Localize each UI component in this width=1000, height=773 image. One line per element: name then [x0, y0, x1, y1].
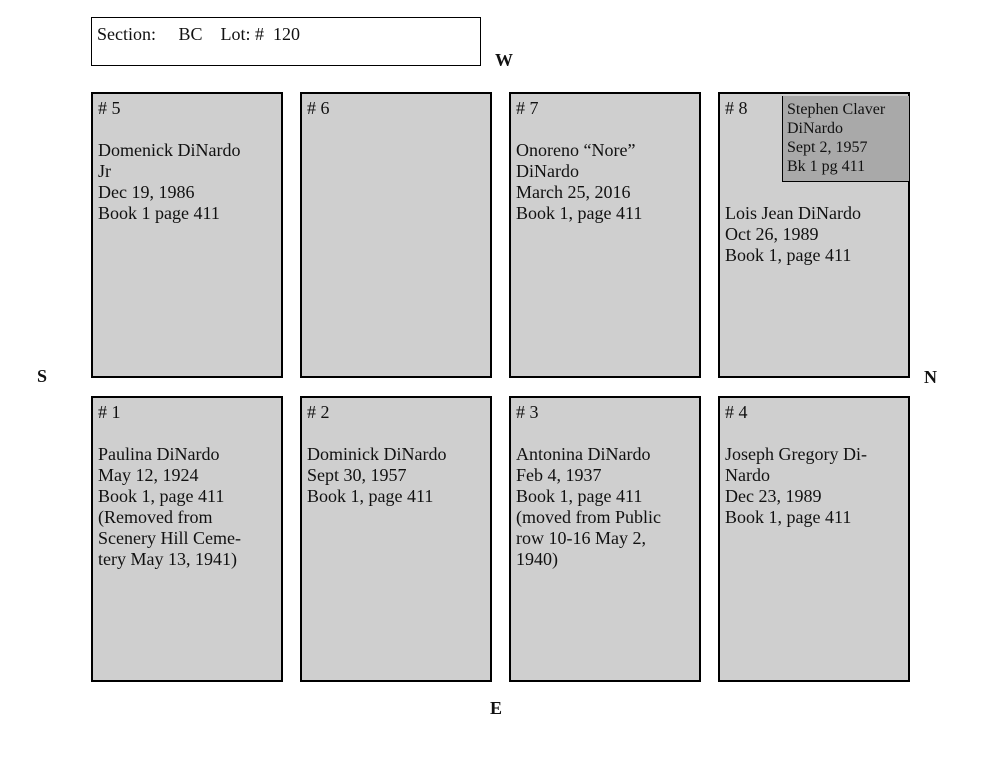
plot-line: Paulina DiNardo: [98, 444, 220, 464]
plot-number: # 6: [307, 98, 330, 118]
plot-line: Book 1, page 411: [725, 507, 852, 527]
inset-line: Stephen Claver: [787, 101, 886, 118]
plot-number: # 7: [516, 98, 539, 118]
plot-line: Scenery Hill Ceme-: [98, 528, 241, 548]
plot-line: May 12, 1924: [98, 465, 199, 485]
plot-1: [91, 396, 283, 682]
plot-number: # 4: [725, 402, 748, 422]
plot-line: (moved from Public: [516, 507, 661, 527]
plot-line: Dominick DiNardo: [307, 444, 447, 464]
compass-east: E: [490, 698, 503, 718]
plot-line: Feb 4, 1937: [516, 465, 602, 485]
plot-line: Oct 26, 1989: [725, 224, 819, 244]
plot-line: Lois Jean DiNardo: [725, 203, 861, 223]
compass-west: W: [495, 50, 513, 70]
plot-5: [91, 92, 283, 378]
plot-number: # 2: [307, 402, 330, 422]
plot-line: March 25, 2016: [516, 182, 631, 202]
plot-line: (Removed from: [98, 507, 213, 527]
plot-line: Onoreno “Nore”: [516, 140, 636, 160]
plot-4: [718, 396, 910, 682]
plot-line: Book 1, page 411: [307, 486, 434, 506]
plot-line: Joseph Gregory Di-: [725, 444, 867, 464]
inset-line: Bk 1 pg 411: [787, 158, 866, 175]
lot-value: 120: [273, 24, 301, 44]
plot-line: Antonina DiNardo: [516, 444, 651, 464]
plot-line: Book 1 page 411: [98, 203, 220, 223]
plot-line: Domenick DiNardo: [98, 140, 241, 160]
plot-line: 1940): [516, 549, 558, 569]
lot-label: Lot: #: [220, 24, 265, 44]
plot-line: Book 1, page 411: [516, 486, 643, 506]
plot-line: row 10-16 May 2,: [516, 528, 646, 548]
plot-8-inset: [782, 96, 909, 182]
plot-2: [300, 396, 492, 682]
inset-line: Sept 2, 1957: [787, 139, 868, 156]
plot-number: # 3: [516, 402, 539, 422]
plot-line: Book 1, page 411: [98, 486, 225, 506]
compass-north: N: [924, 367, 937, 387]
plot-line: Book 1, page 411: [516, 203, 643, 223]
plot-line: Dec 23, 1989: [725, 486, 822, 506]
section-lot-header: [91, 17, 481, 66]
section-label: Section:: [97, 24, 156, 44]
plot-line: DiNardo: [516, 161, 579, 181]
plot-line: Dec 19, 1986: [98, 182, 195, 202]
plot-line: Book 1, page 411: [725, 245, 852, 265]
plot-6: [300, 92, 492, 378]
plot-7: [509, 92, 701, 378]
plot-line: Sept 30, 1957: [307, 465, 407, 485]
plot-3: [509, 396, 701, 682]
plot-line: Jr: [98, 161, 111, 181]
section-value: BC: [178, 24, 203, 44]
plot-line: Nardo: [725, 465, 770, 485]
plot-8: [718, 92, 910, 378]
compass-south: S: [37, 366, 48, 386]
plot-number: # 1: [98, 402, 121, 422]
plot-line: tery May 13, 1941): [98, 549, 237, 569]
plot-number: # 8: [725, 98, 748, 118]
inset-line: DiNardo: [787, 120, 843, 137]
plot-number: # 5: [98, 98, 121, 118]
